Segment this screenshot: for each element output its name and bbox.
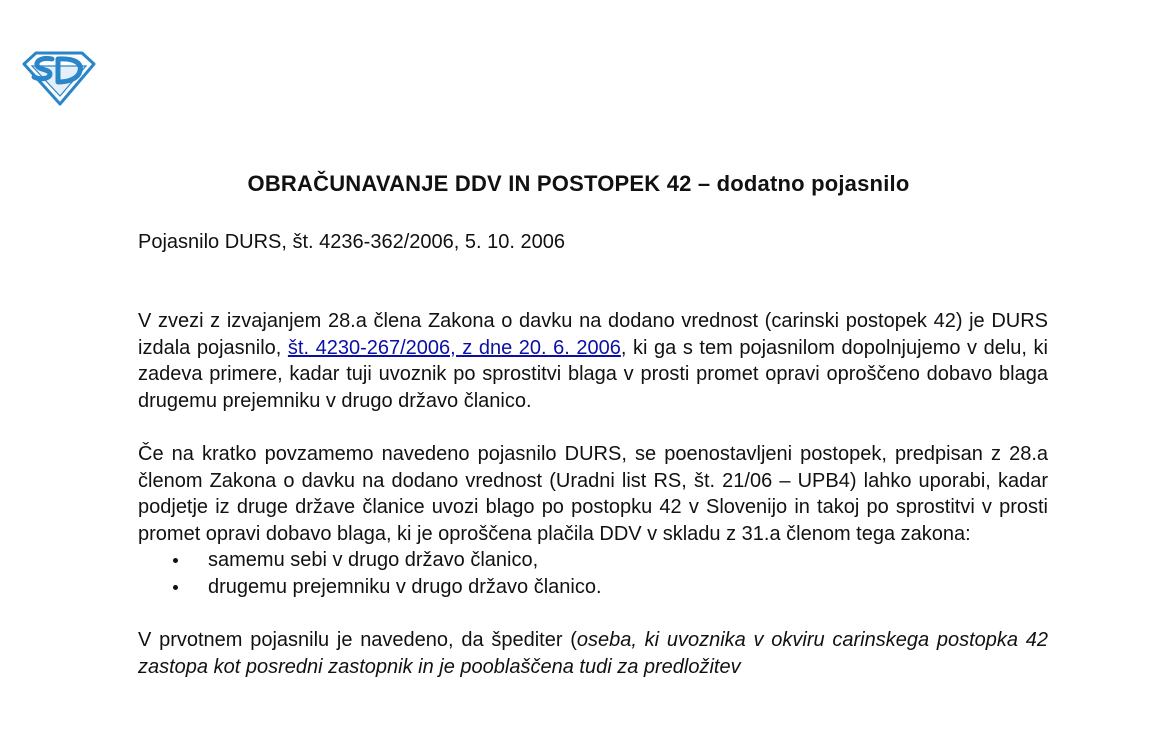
document-reference: Pojasnilo DURS, št. 4236-362/2006, 5. 10. 2006 (138, 231, 565, 253)
bullet-list (138, 547, 1048, 600)
company-logo (22, 48, 96, 106)
paragraph-forwarder (138, 627, 1048, 680)
list-item (138, 574, 1048, 601)
paragraph-intro-text-after: , ki ga s tem pojasnilom dopolnjujemo v delu, ki zadeva primere, kadar tuji uvoznik po sprostitvi blaga v prosti promet opravi oproščeno dobavo blaga drugemu prejemniku v drugo državo članico. (138, 336, 1048, 412)
list-item-text: samemu sebi v drugo državo članico, (208, 549, 539, 572)
document-body (138, 308, 1048, 680)
paragraph-spacer (138, 601, 1048, 628)
reference-link[interactable]: št. 4230-267/2006, z dne 20. 6. 2006 (287, 336, 621, 359)
paragraph-summary: Če na kratko povzamemo navedeno pojasnilo DURS, se poenostavljeni postopek, predpisan z 28.a členom Zakona o davku na dodano vrednost (Uradni list RS, št. 21/06 – UPB4) lahko uporabi, kadar podjetje iz druge države članice uvozi blago po postopku 42 v Slovenijo in takoj po sprostitvi v prosti promet opravi dobavo blaga, ki je oproščena plačila DDV v skladu z 31.a členom tega zakona: (138, 442, 1048, 545)
bullet-icon (173, 558, 178, 563)
page-title: OBRAČUNAVANJE DDV IN POSTOPEK 42 – dodatno pojasnilo (247, 171, 910, 196)
list-item (138, 547, 1048, 574)
paragraph-intro-text-before: V zvezi z izvajanjem 28.a člena Zakona o davku na dodano vrednost (carinski postopek 42) je DURS izdala pojasnilo, (138, 310, 1048, 359)
paragraph-forwarder-italic-text: oseba, ki uvoznika v okviru carinskega postopka 42 zastopa kot posredni zastopnik in je pooblaščena tudi za predložitev (138, 629, 1048, 678)
list-item-text: drugemu prejemniku v drugo državo članico. (208, 575, 602, 598)
paragraph-forwarder-text: V prvotnem pojasnilu je navedeno, da špediter ( (138, 629, 577, 652)
paragraph-spacer (138, 414, 1048, 441)
bullet-icon (173, 585, 178, 590)
paragraph-intro (138, 308, 1048, 414)
